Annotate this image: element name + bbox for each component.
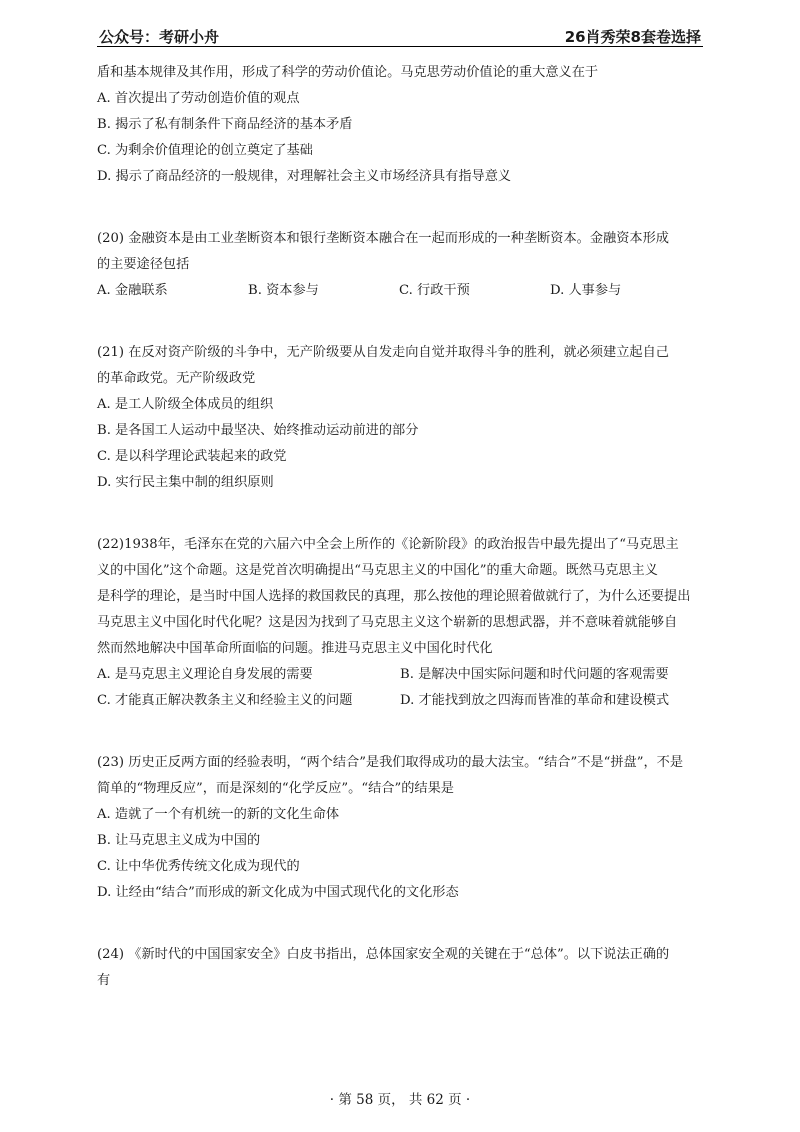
options-row (97, 662, 703, 688)
option-b: B. 让马克思主义成为中国的 (97, 833, 261, 848)
question-22 (97, 532, 703, 714)
option-c: C. 为剩余价值理论的创立奠定了基础 (97, 143, 313, 158)
question-20 (97, 226, 703, 304)
option-c: C. 才能真正解决教条主义和经验主义的问题 (97, 693, 353, 708)
option-d: D. 才能找到放之四海而皆准的革命和建设模式 (400, 693, 670, 708)
question-stem-line: 义的中国化”这个命题。这是党首次明确提出“马克思主义的中国化”的重大命题。既然马克思主义 (97, 563, 658, 578)
question-stem: 盾和基本规律及其作用，形成了科学的劳动价值论。马克思劳动价值论的重大意义在于 (97, 65, 599, 80)
question-stem-line: (21) 在反对资产阶级的斗争中，无产阶级要从自发走向自觉并取得斗争的胜利，就必须建立起自己 (97, 345, 669, 360)
header-title: 26肖秀荣8套卷选择 (564, 28, 701, 46)
question-stem-line: 是科学的理论，是当时中国人选择的救国救民的真理，那么按他的理论照着做就行了，为什么还要提出 (97, 589, 691, 604)
question-19 (97, 60, 703, 190)
question-stem-line: (23) 历史正反两方面的经验表明，“两个结合”是我们取得成功的最大法宝。“结合”不是“拼盘”，不是 (97, 755, 684, 770)
question-stem-line: 然而然地解决中国革命所面临的问题。推进马克思主义中国化时代化 (97, 641, 493, 656)
question-21 (97, 340, 703, 496)
option-d: D. 揭示了商品经济的一般规律，对理解社会主义市场经济具有指导意义 (97, 169, 512, 184)
option-b: B. 资本参与 (248, 283, 319, 298)
option-c: C. 让中华优秀传统文化成为现代的 (97, 859, 300, 874)
option-d: D. 人事参与 (550, 283, 622, 298)
option-b: B. 是解决中国实际问题和时代问题的客观需要 (400, 667, 669, 682)
question-stem-line: 马克思主义中国化时代化呢？这是因为找到了马克思主义这个崭新的思想武器，并不意味着就能够自 (97, 615, 678, 630)
question-stem-line: 的革命政党。无产阶级政党 (97, 371, 256, 386)
question-stem-line: (20) 金融资本是由工业垄断资本和银行垄断资本融合在一起而形成的一种垄断资本。金融资本形成 (97, 231, 669, 246)
option-d: D. 让经由“结合”而形成的新文化成为中国式现代化的文化形态 (97, 885, 459, 900)
option-b: B. 揭示了私有制条件下商品经济的基本矛盾 (97, 117, 353, 132)
option-c: C. 是以科学理论武装起来的政党 (97, 449, 287, 464)
option-c: C. 行政干预 (399, 283, 470, 298)
options-row (97, 688, 703, 714)
option-a: A. 造就了一个有机统一的新的文化生命体 (97, 807, 340, 822)
question-stem-line: 的主要途径包括 (97, 257, 190, 272)
page-content (97, 60, 703, 994)
options-row (97, 278, 703, 304)
question-stem-line: 简单的“物理反应”，而是深刻的“化学反应”。“结合”的结果是 (97, 781, 454, 796)
question-stem-line: (24) 《新时代的中国国家安全》白皮书指出，总体国家安全观的关键在于“总体”。以下说法正确的 (97, 947, 670, 962)
question-stem-line: (22)1938年，毛泽东在党的六届六中全会上所作的《论新阶段》的政治报告中最先提出了“马克思主 (97, 537, 679, 552)
page-header (97, 26, 703, 47)
option-d: D. 实行民主集中制的组织原则 (97, 475, 274, 490)
page-number: · 第 58 页， 共 62 页 · (329, 1092, 471, 1108)
option-a: A. 首次提出了劳动创造价值的观点 (97, 91, 300, 106)
question-stem-line: 有 (97, 973, 111, 988)
option-a: A. 是马克思主义理论自身发展的需要 (97, 667, 313, 682)
question-24 (97, 942, 703, 994)
header-source: 公众号：考研小舟 (99, 28, 220, 46)
option-a: A. 金融联系 (97, 283, 168, 298)
question-23 (97, 750, 703, 906)
option-b: B. 是各国工人运动中最坚决、始终推动运动前进的部分 (97, 423, 419, 438)
option-a: A. 是工人阶级全体成员的组织 (97, 397, 274, 412)
